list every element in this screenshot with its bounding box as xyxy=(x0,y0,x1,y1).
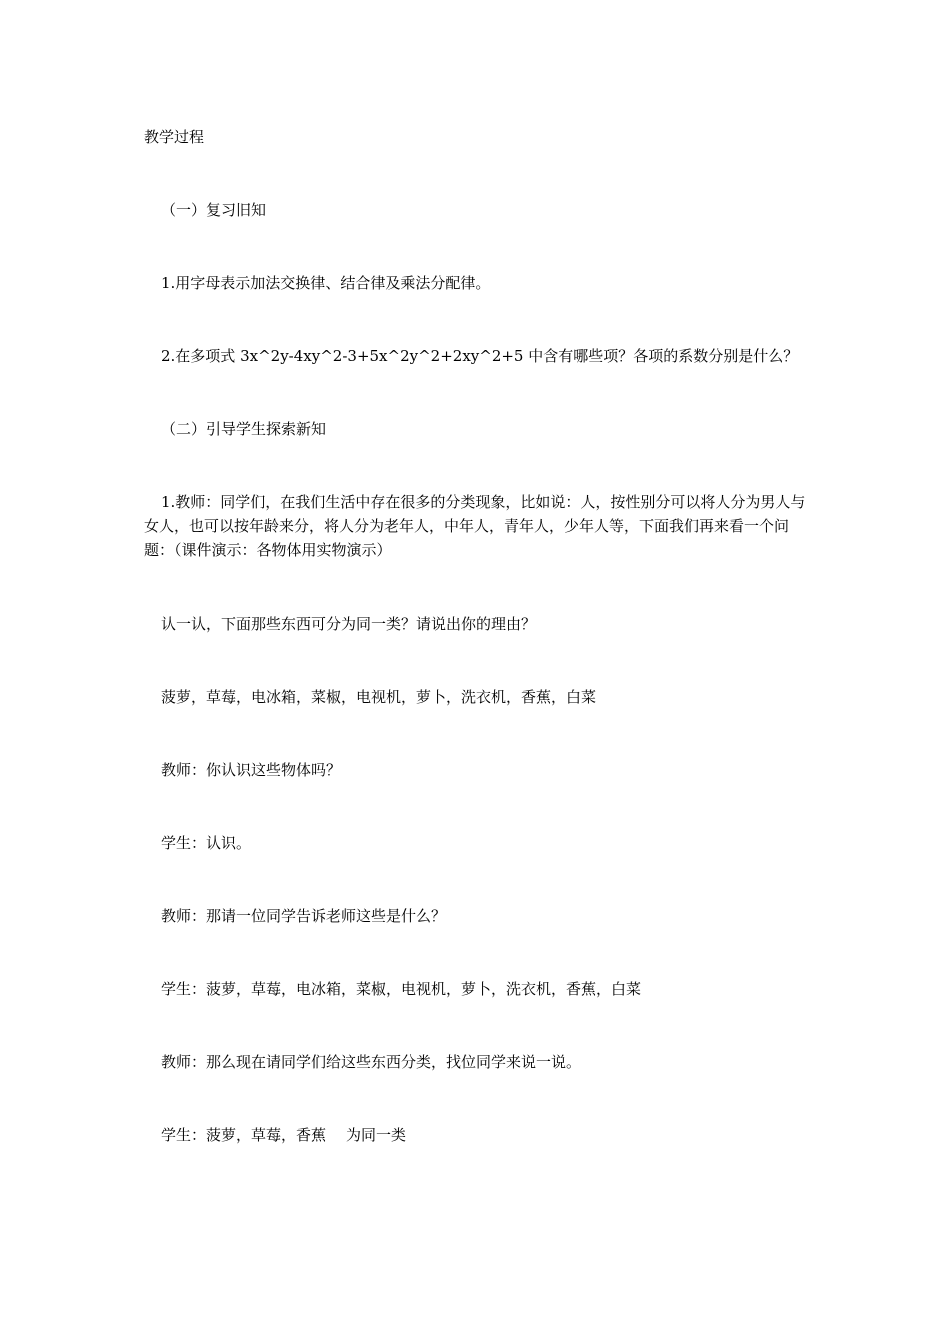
section-heading-review: （一）复习旧知 xyxy=(161,201,267,219)
review-item-2: 2.在多项式 3x^2y-4xy^2-3+5x^2y^2+2xy^2+5 中含有哪些项？各项的系数分别是什么？ xyxy=(161,347,799,365)
section-heading-explore: （二）引导学生探索新知 xyxy=(161,420,327,438)
dialog-line: 学生：菠萝，草莓，电冰箱，菜椒，电视机，萝卜，洗衣机，香蕉，白菜 xyxy=(161,980,642,998)
dialog-line: 教师：那请一位同学告诉老师这些是什么？ xyxy=(161,907,447,925)
dialog-line: 教师：你认识这些物体吗？ xyxy=(161,761,342,779)
objects-list: 菠萝，草莓，电冰箱，菜椒，电视机，萝卜，洗衣机，香蕉，白菜 xyxy=(161,688,597,706)
dialog-line-last xyxy=(144,1123,810,1147)
last-line-answer: 学生：菠萝，草莓，香蕉 xyxy=(161,1126,327,1144)
dialog-line: 教师：那么现在请同学们给这些东西分类，找位同学来说一说。 xyxy=(161,1053,582,1071)
last-line-suffix: 为同一类 xyxy=(346,1126,407,1144)
recognition-prompt: 认一认，下面那些东西可分为同一类？请说出你的理由？ xyxy=(161,615,537,633)
document-title: 教学过程 xyxy=(144,128,205,146)
explore-item-1: 1.教师：同学们，在我们生活中存在很多的分类现象，比如说：人，按性别分可以将人分为男人与女人，也可以按年龄来分，将人分为老年人，中年人，青年人，少年人等，下面我们再来看一个问题：（课件演示：各物体用实物演示） xyxy=(144,493,806,559)
review-item-1: 1.用字母表示加法交换律、结合律及乘法分配律。 xyxy=(161,274,491,292)
dialog-line: 学生：认识。 xyxy=(161,834,252,852)
